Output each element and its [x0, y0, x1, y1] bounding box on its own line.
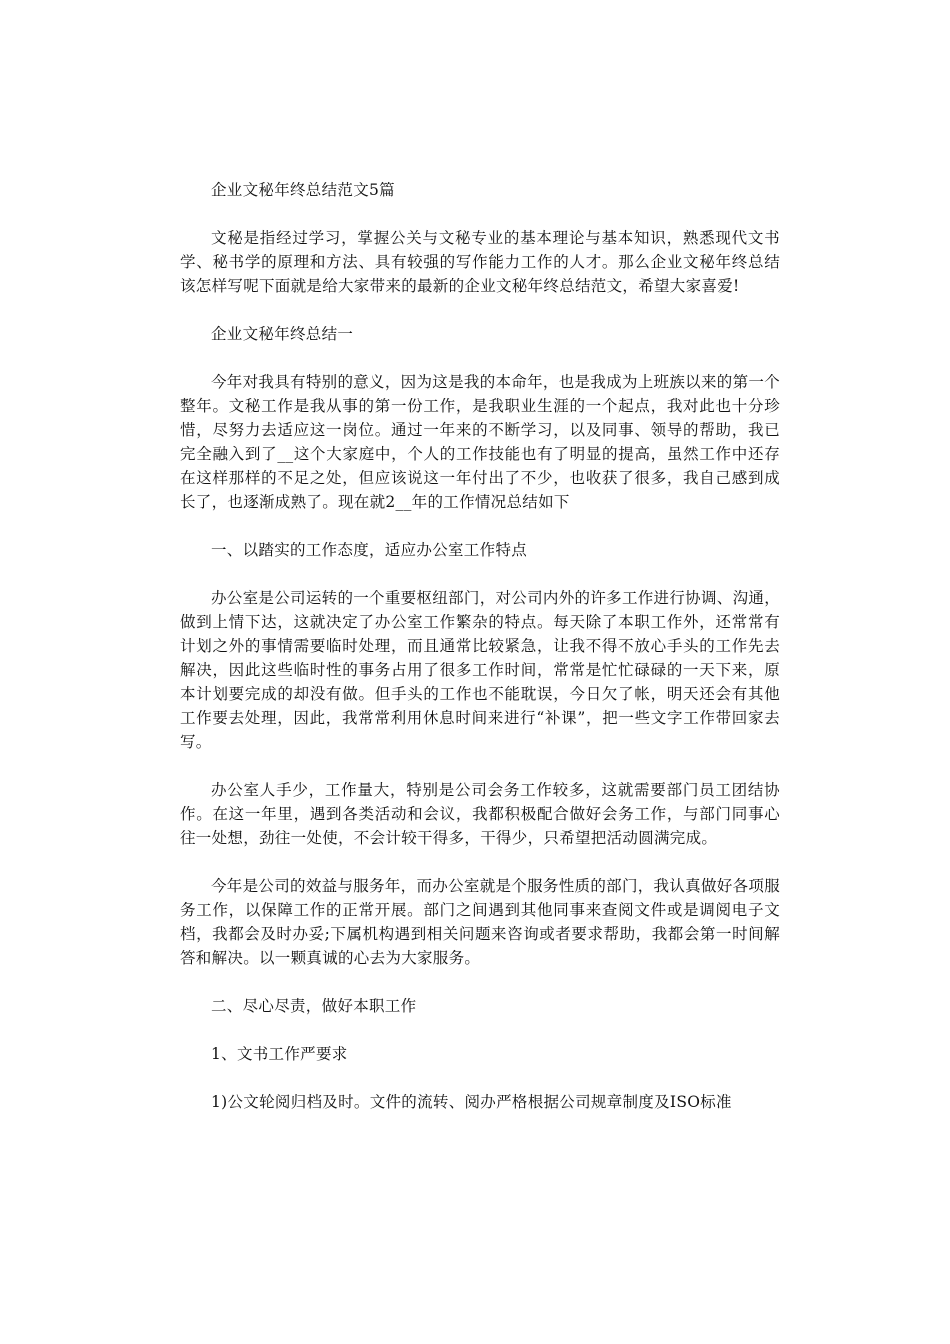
paragraph-3: 办公室人手少，工作量大，特别是公司会务工作较多，这就需要部门员工团结协作。在这一年里，遇到各类活动和会议，我都积极配合做好会务工作，与部门同事心往一处想，劲往一处使，不会计较干得多，干得少，只希望把活动圆满完成。: [180, 781, 780, 847]
document-title: 企业文秘年终总结范文5篇: [211, 181, 395, 199]
paragraph-4: 今年是公司的效益与服务年，而办公室就是个服务性质的部门，我认真做好各项服务工作，以保障工作的正常开展。部门之间遇到其他同事来查阅文件或是调阅电子文档，我都会及时办妥;下属机构遇到相关问题来咨询或者要求帮助，我都会第一时间解答和解决。以一颗真诚的心去为大家服务。: [180, 877, 780, 967]
section-heading: 企业文秘年终总结一: [211, 325, 354, 343]
document-page: [180, 178, 780, 1138]
heading-1: 一、以踏实的工作态度，适应办公室工作特点: [211, 541, 528, 559]
paragraph-2: 办公室是公司运转的一个重要枢纽部门，对公司内外的许多工作进行协调、沟通，做到上情下达，这就决定了办公室工作繁杂的特点。每天除了本职工作外，还常常有计划之外的事情需要临时处理，而且通常比较紧急，让我不得不放心手头的工作先去解决，因此这些临时性的事务占用了很多工作时间，常常是忙忙碌碌的一天下来，原本计划要完成的却没有做。但手头的工作也不能耽误，今日欠了帐，明天还会有其他工作要去处理，因此，我常常利用休息时间来进行“补课”，把一些文字工作带回家去写。: [180, 589, 780, 751]
heading-2-1: 1、文书工作严要求: [211, 1045, 348, 1063]
heading-2: 二、尽心尽责，做好本职工作: [211, 997, 417, 1015]
paragraph-1: 今年对我具有特别的意义，因为这是我的本命年，也是我成为上班族以来的第一个整年。文秘工作是我从事的第一份工作，是我职业生涯的一个起点，我对此也十分珍惜，尽努力去适应这一岗位。通过一年来的不断学习，以及同事、领导的帮助，我已完全融入到了__这个大家庭中，个人的工作技能也有了明显的提高，虽然工作中还存在这样那样的不足之处，但应该说这一年付出了不少，也收获了很多，我自己感到成长了，也逐渐成熟了。现在就2__年的工作情况总结如下: [180, 373, 780, 511]
paragraph-5: 1)公文轮阅归档及时。文件的流转、阅办严格根据公司规章制度及ISO标准: [211, 1093, 732, 1111]
intro-paragraph: 文秘是指经过学习，掌握公关与文秘专业的基本理论与基本知识，熟悉现代文书学、秘书学的原理和方法、具有较强的写作能力工作的人才。那么企业文秘年终总结该怎样写呢下面就是给大家带来的最新的企业文秘年终总结范文，希望大家喜爱!: [180, 229, 780, 295]
